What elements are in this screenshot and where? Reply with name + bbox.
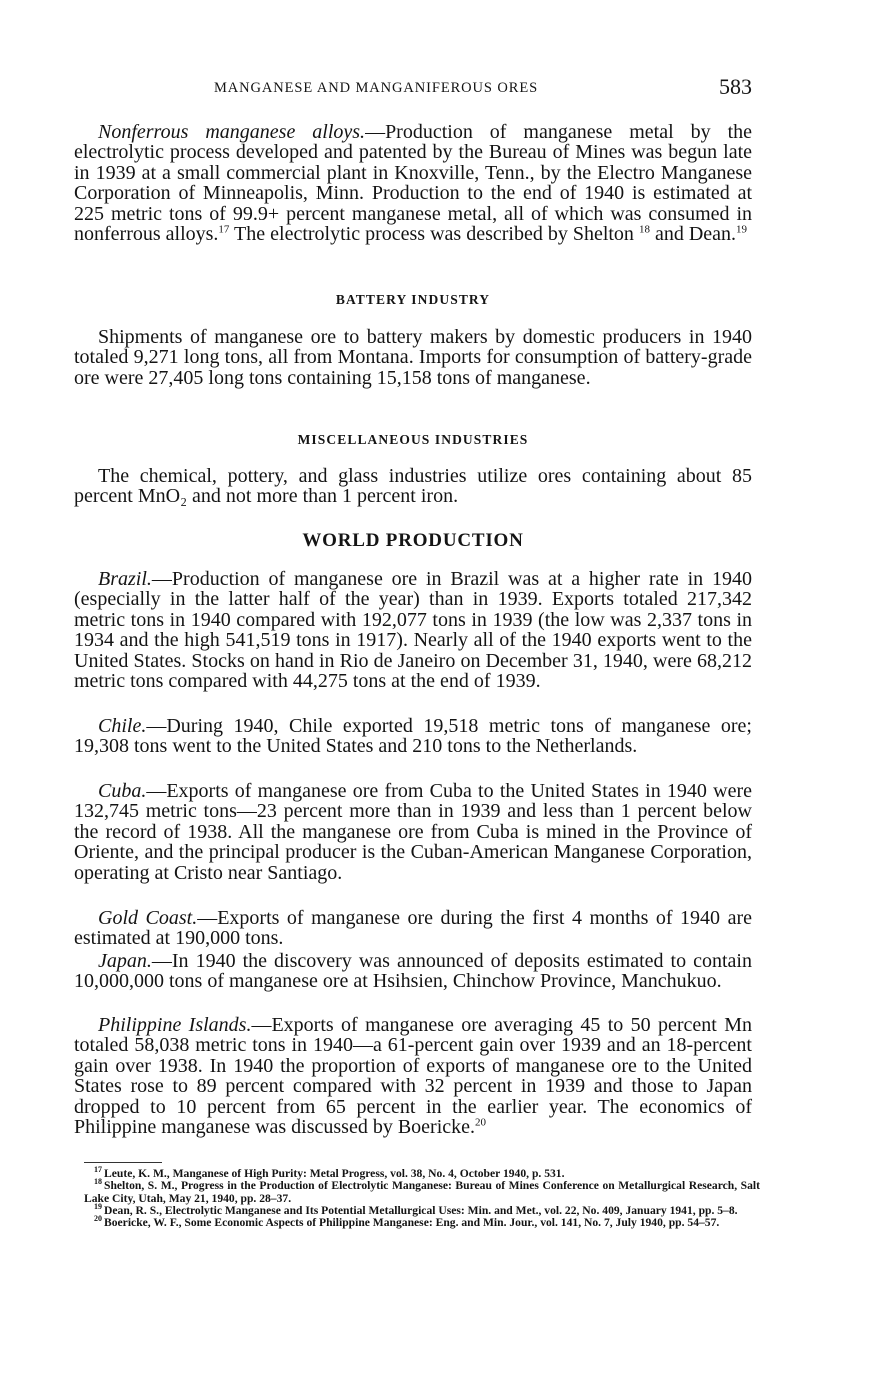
philippine-text: —Exports of manganese ore averaging 45 to 50 percent Mn totaled 58,038 metric tons in 1940—a 61-percent gain over 1939 and an 18-percent gain over 1938. In 1940 the proportion of exports of manganese ore to the United States rose to 89 percent compared with 32 percent in 1939 and those to Japan dropped to 10 percent from 65 percent in the earlier year. The economics of Philippine manganese was discussed by Boericke. [74,1014,752,1139]
heading-miscellaneous-industries: MISCELLANEOUS INDUSTRIES [297,432,529,447]
paragraph-gold-coast [74,908,752,949]
cuba-lead: Cuba. [98,780,147,802]
footnote-rule [84,1162,162,1163]
philippine-lead: Philippine Islands. [98,1014,252,1036]
page-header [74,74,752,104]
gold-coast-text: —Exports of manganese ore during the first 4 months of 1940 are estimated at 190,000 tons. [74,907,752,950]
brazil-text: —Production of manganese ore in Brazil was at a higher rate in 1940 (especially in the latter half of the year) than in 1939. Exports totaled 217,342 metric tons in 1940 compared with 192,077 tons in 1939 (the low was 2,337 tons in 1934 and the high 541,519 tons in 1917). Nearly all of the 1940 exports went to the United States. Stocks on hand in Rio de Janeiro on December 31, 1940, were 68,212 metric tons compared with 44,275 tons at the end of 1939. [74,568,752,693]
nonferrous-text-a: —Production of manganese metal by the electrolytic process developed and patented by the Bureau of Mines was begun late in 1939 at a small commercial plant in Knoxville, Tenn., by the Electro Manganese Corporation of Minneapolis, Minn. Production to the end of 1940 is estimated at 225 metric tons of 99.9+ percent manganese metal, all of which was consumed in nonferrous alloys. [74,121,753,246]
footnote-text: Shelton, S. M., Progress in the Production of Electrolytic Manganese: Bureau of Mines Conference on Metallurgical Research, Salt Lake City, Utah, May 21, 1940, pp. 28–37. [84,1179,760,1205]
cuba-text: —Exports of manganese ore from Cuba to the United States in 1940 were 132,745 metric tons—23 percent more than in 1939 and less than 1 percent below the record of 1938. All the manganese ore from Cuba is mined in the Province of Oriente, and the principal producer is the Cuban-American Manganese Corporation, operating at Cristo near Santiago. [74,780,752,884]
paragraph-brazil [74,569,752,691]
footnote-text: Leute, K. M., Manganese of High Purity: Metal Progress, vol. 38, No. 4, October 1940, p. 531. [104,1167,565,1180]
footnote-text: Dean, R. S., Electrolytic Manganese and Its Potential Metallurgical Uses: Min. and Met., vol. 22, No. 409, January 1941, pp. 5–8. [104,1203,738,1217]
heading-world-production: WORLD PRODUCTION [302,530,524,551]
paragraph-nonferrous-alloys [74,122,752,244]
footnote-text: Boericke, W. F., Some Economic Aspects of Philippine Manganese: Eng. and Min. Jour., vol. 141, No. 7, July 1940, pp. 54–57. [104,1216,720,1230]
nonferrous-lead: Nonferrous manganese alloys. [98,121,366,143]
footnotes [84,1165,760,1230]
footnote-mark: 20 [94,1214,102,1224]
footnote-18 [84,1177,760,1205]
chile-lead: Chile. [98,715,147,737]
footnote-mark: 18 [94,1177,102,1187]
nonferrous-text-b: The electrolytic process was described by Shelton [229,223,639,246]
footnote-ref-19: 19 [736,223,748,236]
footnote-ref-18: 18 [638,223,650,236]
footnote-mark: 19 [94,1202,102,1212]
gold-coast-lead: Gold Coast. [98,907,198,929]
nonferrous-text-c: and Dean. [649,223,737,246]
paragraph-battery-industry: Shipments of manganese ore to battery makers by domestic producers in 1940 totaled 9,271 long tons, all from Montana. Imports for consumption of battery-grade ore were 27,405 long tons containing 15,158 tons of manganese. [74,326,752,389]
brazil-lead: Brazil. [98,568,152,590]
running-title: MANGANESE AND MANGANIFEROUS ORES [214,80,539,96]
paragraph-philippine-islands [74,1015,752,1137]
page-number: 583 [719,74,752,99]
paragraph-japan [74,951,752,992]
footnote-ref-20: 20 [475,1116,487,1129]
paragraph-cuba [74,781,752,883]
japan-lead: Japan. [98,950,152,972]
paragraph-miscellaneous-industries: The chemical, pottery, and glass industries utilize ores containing about 85 percent MnO₂ and not more than 1 percent iron. [74,465,752,508]
footnote-mark: 17 [94,1165,102,1175]
footnote-20 [84,1214,760,1230]
paragraph-chile [74,716,752,757]
chile-text: —During 1940, Chile exported 19,518 metric tons of manganese ore; 19,308 tons went to the United States and 210 tons to the Netherlands. [74,715,752,758]
heading-battery-industry: BATTERY INDUSTRY [335,292,491,307]
footnote-ref-17: 17 [218,223,230,236]
japan-text: —In 1940 the discovery was announced of deposits estimated to contain 10,000,000 tons of manganese ore at Hsihsien, Chinchow Province, Manchukuo. [74,950,752,993]
